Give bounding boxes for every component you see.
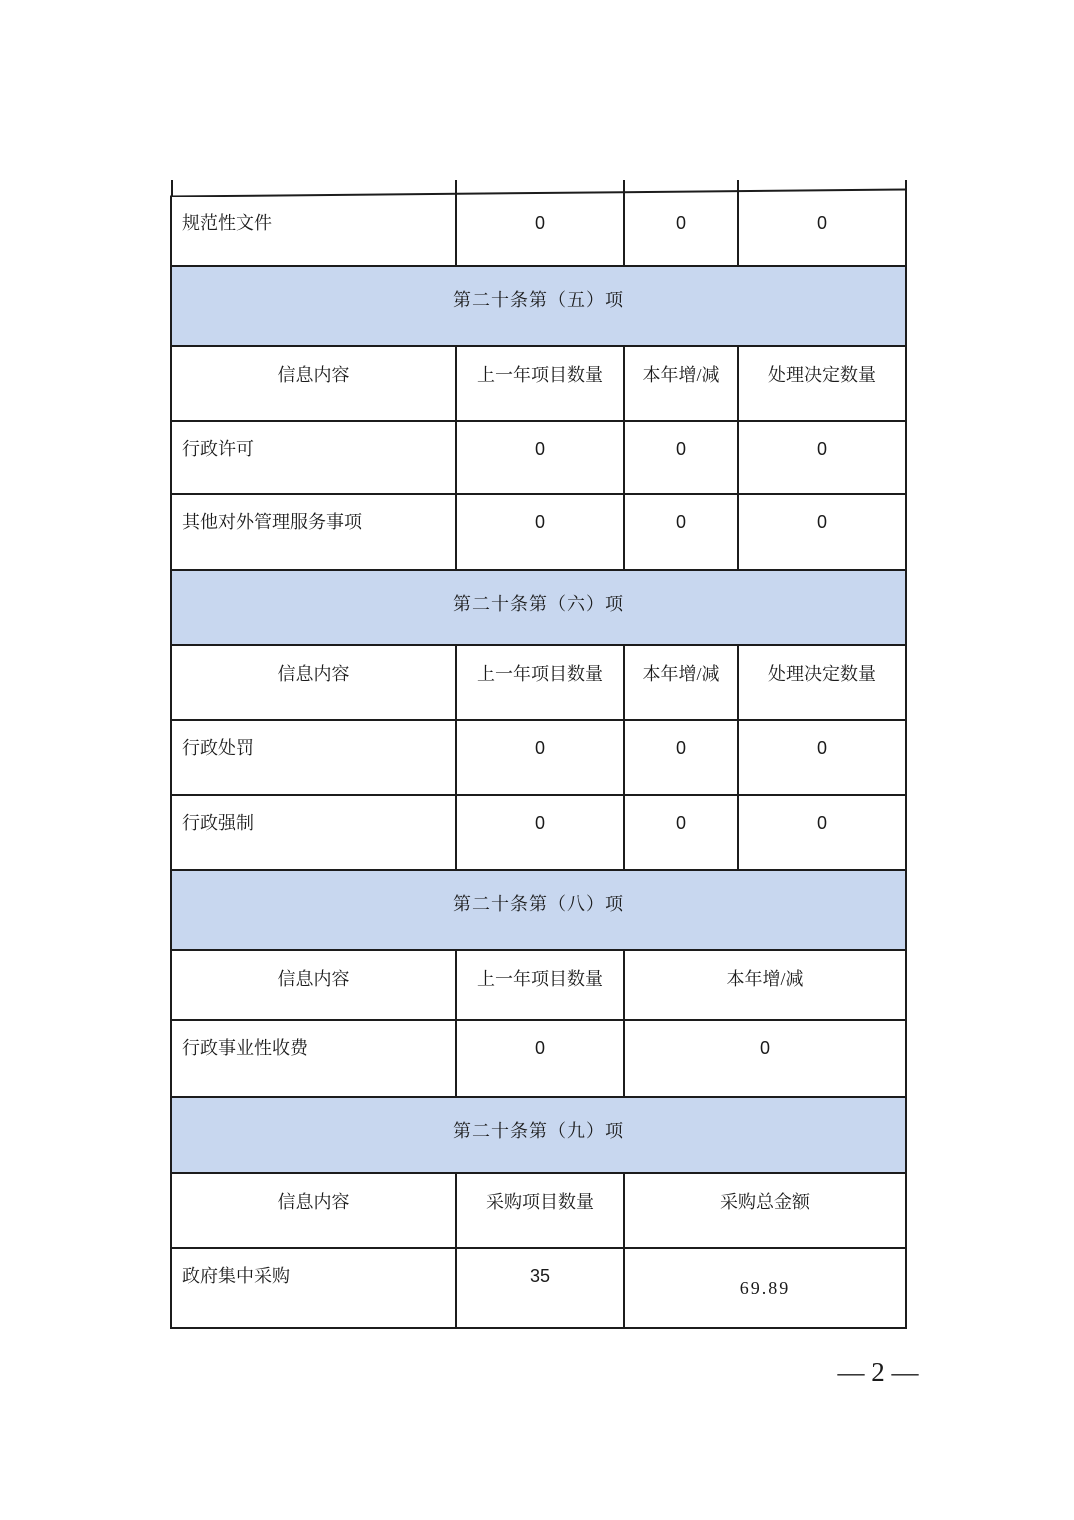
column-header: 采购总金额 [624, 1173, 906, 1248]
section-title: 第二十条第（五）项 [171, 266, 906, 346]
cell-value-amount: 69.89 [624, 1248, 906, 1328]
header-row [171, 1173, 906, 1248]
column-header: 信息内容 [171, 1173, 456, 1248]
section-title: 第二十条第（八）项 [171, 870, 906, 950]
table-row [171, 795, 906, 870]
column-header: 本年增/减 [624, 950, 906, 1020]
disclosure-report-table [170, 196, 907, 1329]
table-row [171, 1248, 906, 1328]
column-header: 信息内容 [171, 645, 456, 720]
row-label: 政府集中采购 [171, 1248, 456, 1328]
column-header: 信息内容 [171, 950, 456, 1020]
cell-value: 0 [738, 720, 906, 795]
row-label: 行政许可 [171, 421, 456, 494]
table-row [171, 196, 906, 266]
row-label: 规范性文件 [171, 196, 456, 266]
table-row [171, 1020, 906, 1097]
cell-value: 0 [456, 421, 624, 494]
column-header: 处理决定数量 [738, 645, 906, 720]
cell-value: 0 [456, 1020, 624, 1097]
section-band-row [171, 1097, 906, 1173]
row-label: 行政事业性收费 [171, 1020, 456, 1097]
cell-value: 0 [738, 196, 906, 266]
table-row [171, 720, 906, 795]
cell-value: 0 [456, 720, 624, 795]
cell-value: 0 [456, 196, 624, 266]
cell-value: 35 [456, 1248, 624, 1328]
row-label: 行政处罚 [171, 720, 456, 795]
section-title: 第二十条第（九）项 [171, 1097, 906, 1173]
cell-value: 0 [624, 720, 738, 795]
column-header: 本年增/减 [624, 645, 738, 720]
cell-value: 0 [456, 795, 624, 870]
header-row [171, 950, 906, 1020]
section-title: 第二十条第（六）项 [171, 570, 906, 645]
table-row [171, 421, 906, 494]
header-row [171, 346, 906, 421]
page-number: — 2 — [837, 1357, 919, 1387]
cell-value: 0 [624, 795, 738, 870]
cell-value: 0 [624, 494, 738, 570]
cell-value: 0 [624, 196, 738, 266]
cell-value: 0 [738, 494, 906, 570]
column-header: 信息内容 [171, 346, 456, 421]
table-top-edge [170, 180, 909, 197]
column-header: 处理决定数量 [738, 346, 906, 421]
table-row [171, 494, 906, 570]
column-header: 上一年项目数量 [456, 950, 624, 1020]
column-header: 采购项目数量 [456, 1173, 624, 1248]
column-header: 上一年项目数量 [456, 346, 624, 421]
cell-value: 0 [456, 494, 624, 570]
section-band-row [171, 870, 906, 950]
column-header: 上一年项目数量 [456, 645, 624, 720]
cell-value: 0 [738, 421, 906, 494]
row-label: 其他对外管理服务事项 [171, 494, 456, 570]
cell-value: 0 [738, 795, 906, 870]
column-header: 本年增/减 [624, 346, 738, 421]
cell-value: 0 [624, 1020, 906, 1097]
section-band-row [171, 266, 906, 346]
header-row [171, 645, 906, 720]
section-band-row [171, 570, 906, 645]
cell-value: 0 [624, 421, 738, 494]
row-label: 行政强制 [171, 795, 456, 870]
